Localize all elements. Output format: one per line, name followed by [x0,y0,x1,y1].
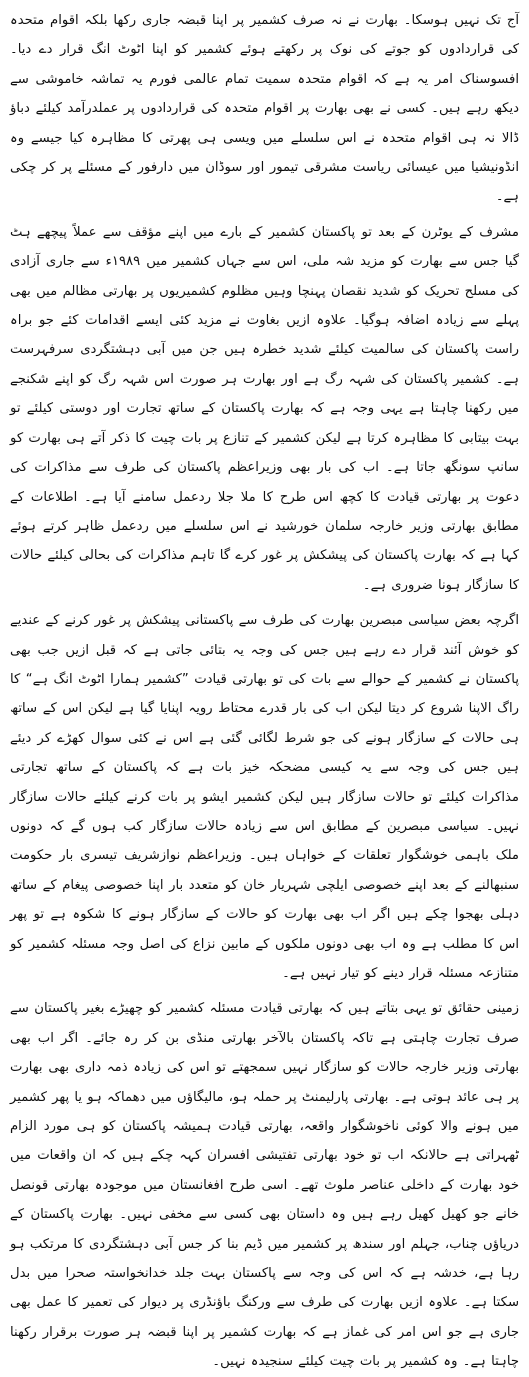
article-paragraph: مشرف کے یوٹرن کے بعد تو پاکستان کشمیر کے بارے میں اپنے مؤقف سے عملاً پیچھے ہٹ گیا جس سے بھارت کو مزید شہ ملی، اس سے جہاں کشمیر میں ۱۹۸۹ء سے جاری آزادی کی مسلح تحریک کو شدید نقصان پہنچا وہیں مظلوم کشمیریوں پر بھارتی مظالم میں بھی پہلے سے زیادہ اضافہ ہوگیا۔ علاوہ ازیں بغاوت نے مزید کئی ایسے اقدامات کئے جو براہ راست پاکستان کی سالمیت کیلئے شدید خطرہ ہیں جن میں آبی دہشتگردی سرفہرست ہے۔ کشمیر پاکستان کی شہہ رگ ہے اور بھارت ہر صورت اس شہہ رگ کو اپنے شکنجے میں رکھنا چاہتا ہے یہی وجہ ہے کہ بھارت پاکستان کے ساتھ تجارت اور دوستی کیلئے تو بہت بیتابی کا مظاہرہ کرتا ہے لیکن کشمیر کے تنازع پر بات چیت کا ذکر آتے ہی بھارت کو سانپ سونگھ جاتا ہے۔ اب کی بار بھی وزیراعظم پاکستان کی طرف سے مذاکرات کی دعوت پر بھارتی قیادت کا کچھ اس طرح کا ملا جلا ردعمل سامنے آیا ہے۔ اطلاعات کے مطابق بھارتی وزیر خارجہ سلمان خورشید نے اس سلسلے میں ردعمل ظاہر کرتے ہوئے کہا ہے کہ بھارت پاکستان کی پیشکش پر غور کرے گا تاہم مذاکرات کی بحالی کیلئے حالات کا سازگار ہونا ضروری ہے۔ [10,224,519,593]
article-paragraph: زمینی حقائق تو یہی بتاتے ہیں کہ بھارتی قیادت مسئلہ کشمیر کو چھیڑے بغیر پاکستان سے صرف تجارت چاہتی ہے تاکہ پاکستان بالآخر بھارتی منڈی بن کر رہ جائے۔ اگر اب بھی بھارتی وزیر خارجہ حالات کو سازگار نہیں سمجھتے تو اس کی زیادہ ذمہ داری بھی بھارت پر ہی عائد ہوتی ہے۔ بھارتی پارلیمنٹ پر حملہ ہو، مالیگاؤں میں دھماکہ ہو یا پھر کشمیر میں ہونے والا کوئی ناخوشگوار واقعہ، بھارتی قیادت ہمیشہ پاکستان کو ہی مورد الزام ٹھہراتی ہے حالانکہ اب تو خود بھارتی تفتیشی افسران کہہ چکے ہیں کہ ان واقعات میں خود بھارت کے داخلی عناصر ملوث تھے۔ اسی طرح افغانستان میں موجودہ بھارتی قونصل خانے جو کھیل کھیل رہے ہیں وہ داستان بھی کسی سے مخفی نہیں۔ بھارت پاکستان کے دریاؤں چناب، جہلم اور سندھ پر کشمیر میں ڈیم بنا کر جس آبی دہشتگردی کا مرتکب ہو رہا ہے، خدشہ ہے کہ اس کی وجہ سے پاکستان بہت جلد خدانخواستہ صحرا میں بدل سکتا ہے۔ علاوہ ازیں بھارت کی طرف سے ورکنگ باؤنڈری پر دیوار کی تعمیر کا عمل بھی جاری ہے جو اس امر کی غماز ہے کہ بھارت کشمیر پر اپنا قبضہ ہر صورت برقرار رکھنا چاہتا ہے۔ وہ کشمیر پر بات چیت کیلئے سنجیدہ نہیں۔ [10,1001,519,1370]
article-paragraph: آج تک نہیں ہوسکا۔ بھارت نے نہ صرف کشمیر پر اپنا قبضہ جاری رکھا بلکہ اقوام متحدہ کی قراردادوں کو جوتے کی نوک پر رکھتے ہوئے کشمیر کو اپنا اٹوٹ انگ قرار دے دیا۔ افسوسناک امر یہ ہے کہ اقوام متحدہ سمیت تمام عالمی فورم یہ تماشہ خاموشی سے دیکھ رہے ہیں۔ کسی نے بھی بھارت پر اقوام متحدہ کی قراردادوں پر عملدرآمد کیلئے دباؤ ڈالا نہ ہی اقوام متحدہ نے اس سلسلے میں ویسی ہی پھرتی کا مظاہرہ کیا جیسے وہ انڈونیشیا میں عیسائی ریاست مشرقی تیمور اور سوڈان میں دارفور کے مسئلے پر کر چکی ہے۔ [10,13,519,205]
article-paragraph: اگرچہ بعض سیاسی مبصرین بھارت کی طرف سے پاکستانی پیشکش پر غور کرنے کے عندیے کو خوش آئند قرار دے رہے ہیں جس کی وجہ یہ بتائی جاتی ہے کہ قبل ازیں جب بھی پاکستان نے کشمیر کے حوالے سے بات کی تو بھارتی قیادت ”کشمیر ہمارا اٹوٹ انگ ہے“ کا راگ الاپنا شروع کر دیتا لیکن اب کی بار قدرے محتاط رویہ اپنایا گیا ہے لیکن اس کے ساتھ ہی حالات کے سازگار ہونے کی جو شرط لگائی گئی ہے اس نے کئی سوال کھڑے کر دیئے ہیں جس کی وجہ سے یہ کیسی مضحکہ خیز بات ہے کہ پاکستان کے ساتھ تجارتی مذاکرات کیلئے تو حالات سازگار ہیں لیکن کشمیر ایشو پر بات کرنے کیلئے حالات سازگار نہیں۔ سیاسی مبصرین کے مطابق اس سے زیادہ حالات سازگار کب ہوں گے کہ دونوں ملک باہمی خوشگوار تعلقات کے خواہاں ہیں۔ وزیراعظم نوازشریف تیسری بار حکومت سنبھالنے کے بعد اپنے خصوصی ایلچی شہریار خان کو متعدد بار اپنا خصوصی پیغام کے ساتھ دہلی بھجوا چکے ہیں اگر اب بھی بھارت کو حالات کے سازگار ہونے کا شکوہ ہے تو پھر اس کا مطلب ہے وہ اب بھی دونوں ملکوں کے مابین نزاع کی اصل وجہ مسئلہ کشمیر کو متنازعہ مسئلہ قرار دینے کو تیار نہیں ہے۔ [10,613,519,981]
